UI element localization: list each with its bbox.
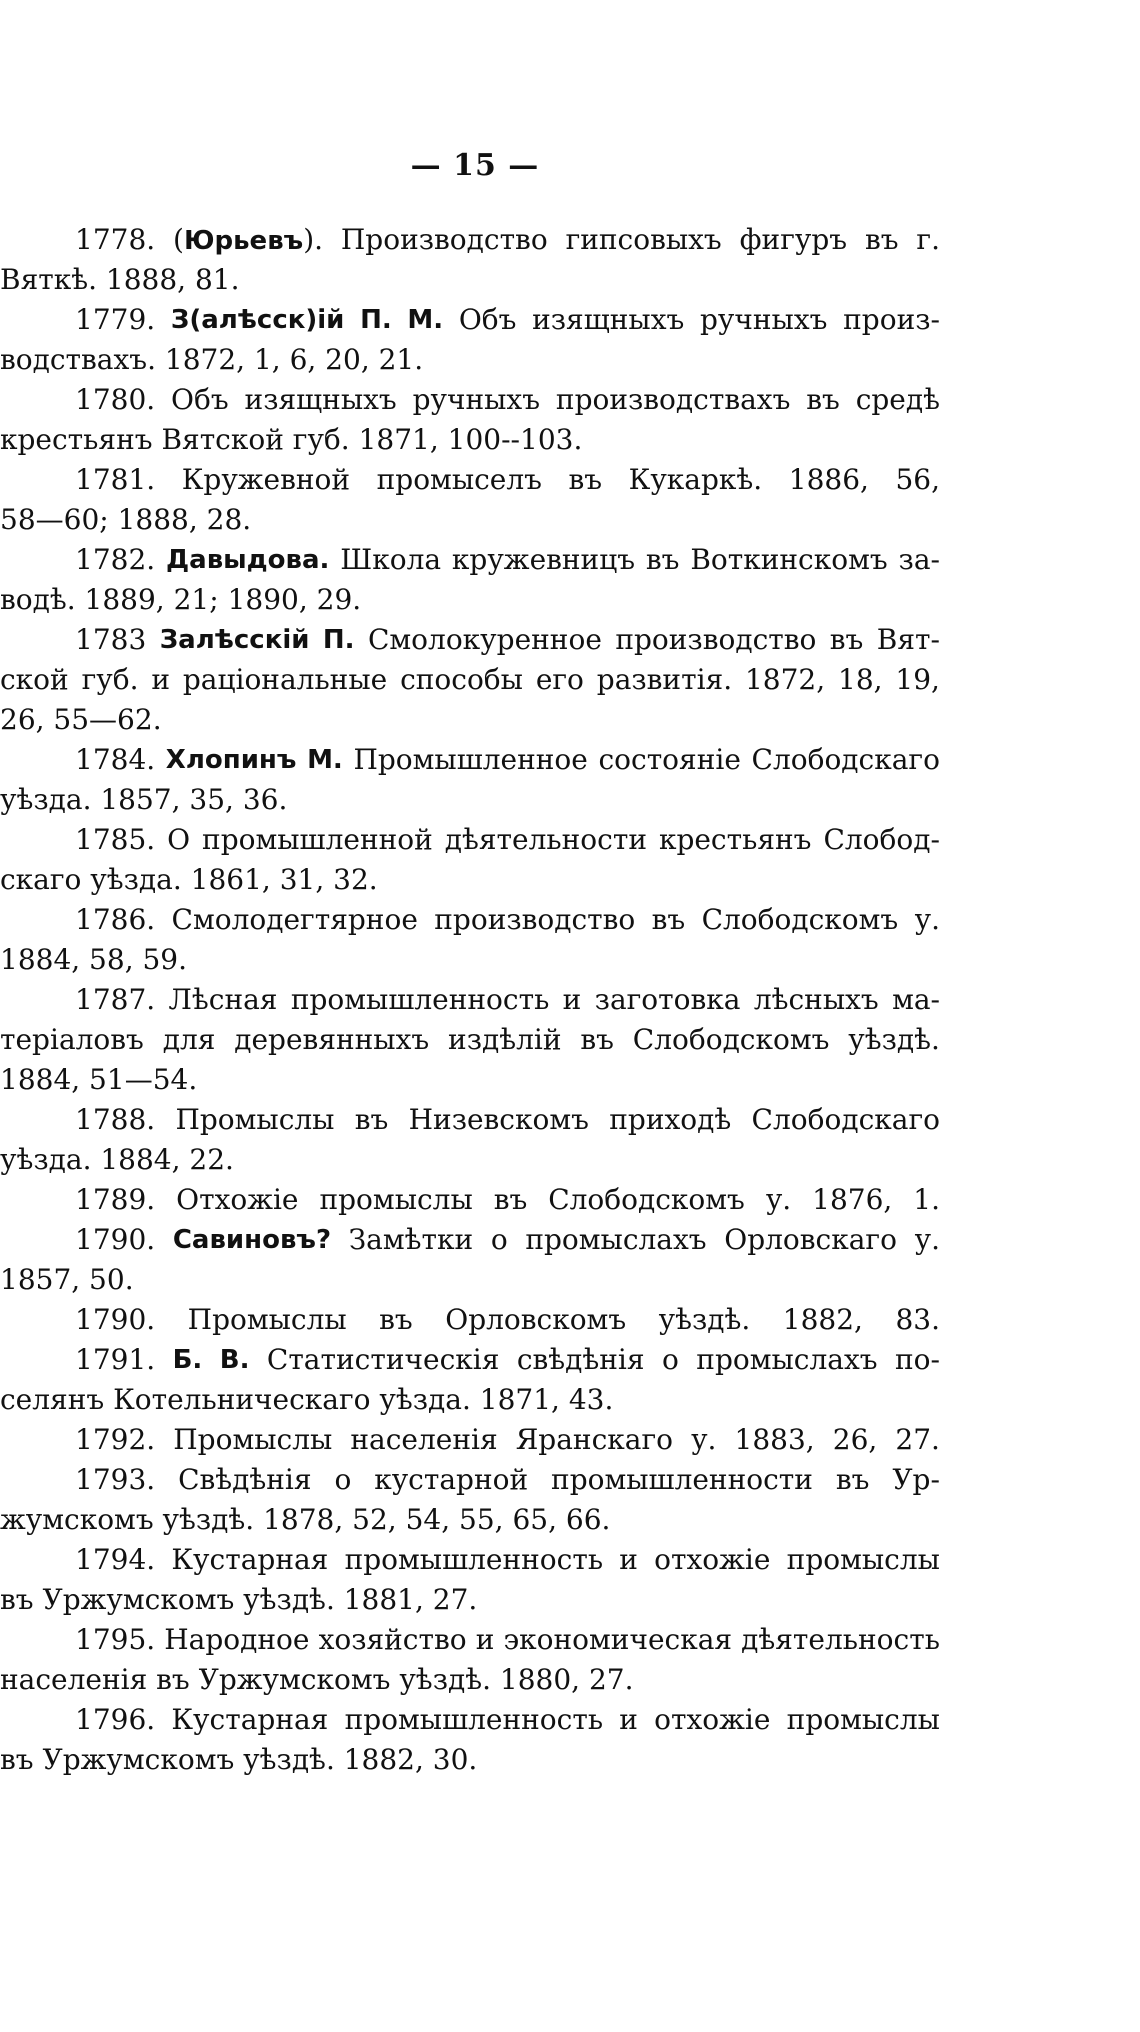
bibliography-entry <box>0 740 950 820</box>
entry-text: Замѣтки <box>348 1223 474 1256</box>
entry-text: Производство <box>340 223 548 256</box>
entry-author: Хлопинъ <box>165 745 297 775</box>
entry-text: въ <box>806 383 840 416</box>
entry-text: производство <box>615 623 817 656</box>
entry-author: Б. <box>172 1345 203 1375</box>
entry-continuation-line: водствахъ. 1872, 1, 6, 20, 21. <box>0 343 424 376</box>
entry-author: В. <box>219 1345 250 1375</box>
entry-text: Кружевной <box>181 463 351 496</box>
entry-continuation-line: скаго уѣзда. 1861, 31, 32. <box>0 863 378 896</box>
entry-text: по- <box>895 1343 940 1376</box>
entry-text: Лѣсная <box>168 983 278 1016</box>
entry-text: у. <box>691 1423 717 1456</box>
entry-author: З(алѣсск)ій <box>170 305 345 335</box>
entry-continuation-line <box>0 1020 950 1060</box>
entry-text: промышленность <box>290 983 550 1016</box>
entry-first-line <box>0 460 950 500</box>
bibliography-entry <box>0 1460 950 1540</box>
entry-first-line <box>0 540 950 580</box>
entry-first-line <box>0 620 950 660</box>
entry-text: крестьянъ <box>658 823 812 856</box>
entry-text: 1. <box>913 1183 940 1216</box>
entry-text: 1876, <box>812 1183 893 1216</box>
entry-text: 1781. <box>75 463 156 496</box>
bibliography-entry <box>0 540 950 620</box>
entry-continuation-line: 1884, 58, 59. <box>0 943 188 976</box>
entry-continuation-line: населенія въ Уржумскомъ уѣздѣ. 1880, 27. <box>0 1663 634 1696</box>
entry-text: Яранскаго <box>515 1423 673 1456</box>
bibliography-entry <box>0 980 950 1100</box>
entry-text: для <box>162 1023 216 1056</box>
entry-text: промыслы <box>786 1703 940 1736</box>
entry-first-line <box>0 380 950 420</box>
entry-continuation-line: водѣ. 1889, 21; 1890, 29. <box>0 583 362 616</box>
entry-text: 1872, <box>744 663 826 696</box>
entry-text: 1796. <box>75 1703 156 1736</box>
entry-text: губ. <box>81 663 139 696</box>
entry-text: и <box>619 1703 638 1736</box>
entry-text: промышленность <box>344 1543 604 1576</box>
entry-continuation-line: 58—60; 1888, 28. <box>0 503 252 536</box>
entry-text: Промыслы <box>173 1423 333 1456</box>
entry-first-line <box>0 1420 950 1460</box>
entry-text: производство <box>434 903 636 936</box>
entry-text: Воткинскомъ <box>690 543 888 576</box>
entry-first-line <box>0 1100 950 1140</box>
entry-text: промышленность <box>344 1703 604 1736</box>
entry-text: уѣздѣ. <box>848 1023 940 1056</box>
entry-text: 1778. <box>75 223 156 256</box>
entry-text: 83. <box>895 1303 940 1336</box>
bibliography-entry <box>0 220 950 300</box>
entry-author: Юрьевъ <box>183 226 304 256</box>
entry-text: 1883, <box>734 1423 815 1456</box>
entry-text: отхожіе <box>654 1703 771 1736</box>
entry-text: промыселъ <box>376 463 542 496</box>
entry-text: 1786. <box>75 903 156 936</box>
entry-text: промыслы <box>786 1543 940 1576</box>
entry-text: въ <box>493 1183 528 1216</box>
entry-text: ручныхъ <box>699 303 828 336</box>
entry-text: его <box>535 663 584 696</box>
entry-text: Объ <box>458 303 517 336</box>
entry-text: промышленной <box>202 823 433 856</box>
entry-text: у. <box>914 903 940 936</box>
entry-text: 1788. <box>75 1103 156 1136</box>
bibliography-entry <box>0 1540 950 1620</box>
bibliography-entry <box>0 1300 950 1340</box>
bibliography-entry <box>0 460 950 540</box>
entry-text: промыслахъ <box>525 1223 707 1256</box>
entry-text: 1886, <box>788 463 869 496</box>
entry-author: Залѣсскій <box>159 625 310 655</box>
entry-text: ма- <box>892 983 940 1016</box>
entry-continuation-line: уѣзда. 1884, 22. <box>0 1143 234 1176</box>
entry-text: Слободскомъ <box>632 1023 830 1056</box>
page-number: — 15 — <box>410 148 540 183</box>
entry-text: въ <box>829 623 864 656</box>
bibliography-entry <box>0 1340 950 1420</box>
entry-text: Народное <box>164 1623 310 1656</box>
entry-text: хозяйство <box>318 1623 467 1656</box>
entry-author: Савиновъ? <box>172 1225 332 1255</box>
entry-text: въ <box>835 1463 870 1496</box>
entry-text: Школа <box>340 543 442 576</box>
entry-continuation-line: въ Уржумскомъ уѣздѣ. 1882, 30. <box>0 1743 478 1776</box>
entry-text: Слободскомъ <box>548 1183 745 1216</box>
entry-text: 19, <box>895 663 940 696</box>
entry-text: издѣлій <box>448 1023 562 1056</box>
entry-text: и <box>619 1543 638 1576</box>
entry-first-line <box>0 1300 950 1340</box>
entry-text: дѣятельности <box>444 823 647 856</box>
entry-text: въ <box>864 223 899 256</box>
entry-continuation-line: селянъ Котельническаго уѣзда. 1871, 43. <box>0 1383 614 1416</box>
entry-first-line <box>0 740 950 780</box>
entry-text: состояніе <box>598 743 741 776</box>
entry-continuation-line: уѣзда. 1857, 35, 36. <box>0 783 288 816</box>
bibliography-entry <box>0 820 950 900</box>
entry-text: 1784. <box>75 743 156 776</box>
entry-text: Орловскомъ <box>445 1303 627 1336</box>
entry-text: производствахъ <box>555 383 791 416</box>
entry-text: 1787. <box>75 983 156 1016</box>
entry-text: кружевницъ <box>451 543 636 576</box>
entry-text: промышленности <box>551 1463 813 1496</box>
entry-text: Кукаркѣ. <box>628 463 763 496</box>
entry-author: М. <box>307 745 343 775</box>
entry-text: Отхожіе <box>176 1183 299 1216</box>
entry-text: 27. <box>895 1423 940 1456</box>
entry-first-line <box>0 1180 950 1220</box>
bibliography-list <box>0 220 950 1780</box>
entry-text: 1882, <box>782 1303 863 1336</box>
bibliography-entry <box>0 1700 950 1780</box>
entry-text: промыслахъ <box>696 1343 878 1376</box>
entry-text: уѣздѣ. <box>658 1303 751 1336</box>
entry-text: въ <box>354 1103 389 1136</box>
entry-text: и <box>151 663 170 696</box>
entry-text: о <box>662 1343 679 1376</box>
entry-text: заготовка <box>594 983 741 1016</box>
entry-text: раціональные <box>182 663 388 696</box>
entry-text: гипсовыхъ <box>565 223 722 256</box>
entry-author: П. <box>322 625 355 655</box>
entry-text: въ <box>580 1023 614 1056</box>
entry-text: Орловскаго <box>724 1223 897 1256</box>
bibliography-entry <box>0 900 950 980</box>
entry-text: 1780. <box>75 383 156 416</box>
entry-text: развитія. <box>596 663 733 696</box>
entry-text: деревянныхъ <box>234 1023 430 1056</box>
entry-continuation-line: 1884, 51—54. <box>0 1063 198 1096</box>
entry-text: изящныхъ <box>532 303 685 336</box>
entry-text: Слободскаго <box>751 743 940 776</box>
entry-first-line <box>0 900 950 940</box>
entry-text: отхожіе <box>654 1543 771 1576</box>
entry-first-line <box>0 1220 950 1260</box>
entry-text: ручныхъ <box>412 383 541 416</box>
entry-continuation-line <box>0 660 950 700</box>
entry-text: средѣ <box>855 383 940 416</box>
entry-text: ской <box>0 663 69 696</box>
entry-text: 1791. <box>75 1343 156 1376</box>
entry-text: теріаловъ <box>0 1023 144 1056</box>
entry-first-line <box>0 980 950 1020</box>
entry-text: экономическая <box>503 1623 733 1656</box>
entry-continuation-line: 1857, 50. <box>0 1263 134 1296</box>
entry-continuation-line: Вяткѣ. 1888, 81. <box>0 263 240 296</box>
entry-text: въ <box>651 903 686 936</box>
entry-text: промыслы <box>319 1183 473 1216</box>
bibliography-entry <box>0 1180 950 1220</box>
entry-text: кустарной <box>374 1463 529 1496</box>
entry-text: Статистическія <box>266 1343 500 1376</box>
entry-text: Промыслы <box>187 1303 347 1336</box>
entry-text: Смолодегтярное <box>171 903 418 936</box>
entry-text: способы <box>400 663 523 696</box>
entry-first-line <box>0 220 950 260</box>
entry-first-line <box>0 1460 950 1500</box>
entry-text: 1790. <box>75 1223 156 1256</box>
entry-text: и <box>475 1623 495 1656</box>
entry-text: 1793. <box>75 1463 156 1496</box>
entry-text: произ- <box>843 303 940 336</box>
bibliography-entry <box>0 1420 950 1460</box>
entry-text: свѣдѣнія <box>516 1343 645 1376</box>
entry-continuation-line: 26, 55—62. <box>0 703 162 736</box>
entry-continuation-line: жумскомъ уѣздѣ. 1878, 52, 54, 55, 65, 66. <box>0 1503 611 1536</box>
entry-first-line <box>0 820 950 860</box>
bibliography-entry <box>0 300 950 380</box>
entry-text: Слободскаго <box>751 1103 940 1136</box>
entry-text: въ <box>645 543 680 576</box>
entry-text: въ <box>568 463 603 496</box>
entry-text: изящныхъ <box>244 383 397 416</box>
entry-author: М. <box>407 305 444 335</box>
entry-text: о <box>334 1463 352 1496</box>
entry-text: Объ <box>171 383 229 416</box>
entry-continuation-line: крестьянъ Вятской губ. 1871, 100--103. <box>0 423 583 456</box>
entry-text: у. <box>765 1183 792 1216</box>
entry-text: (Юрьевъ). <box>173 223 324 256</box>
entry-text: Промышленное <box>353 743 588 776</box>
bibliography-entry <box>0 1100 950 1180</box>
entry-first-line <box>0 1700 950 1740</box>
entry-text: 1785. <box>75 823 156 856</box>
entry-text: Промыслы <box>175 1103 335 1136</box>
entry-first-line <box>0 1620 950 1660</box>
entry-text: приходѣ <box>609 1103 732 1136</box>
bibliography-entry <box>0 1220 950 1300</box>
entry-text: 1792. <box>75 1423 156 1456</box>
bibliography-entry <box>0 620 950 740</box>
entry-text: О <box>167 823 191 856</box>
bibliography-entry <box>0 1620 950 1700</box>
entry-continuation-line: въ Уржумскомъ уѣздѣ. 1881, 27. <box>0 1583 478 1616</box>
entry-text: Свѣдѣнія <box>178 1463 312 1496</box>
entry-text: г. <box>916 223 940 256</box>
entry-text: 1789. <box>75 1183 156 1216</box>
entry-text: Низевскомъ <box>408 1103 589 1136</box>
entry-text: Смолокуренное <box>367 623 602 656</box>
entry-text: 1783 <box>75 623 147 656</box>
entry-text: Кустарная <box>171 1703 329 1736</box>
entry-text: 1782. <box>75 543 156 576</box>
entry-text: лѣсныхъ <box>753 983 879 1016</box>
entry-text: дѣятельность <box>741 1623 940 1656</box>
entry-first-line <box>0 1340 950 1380</box>
entry-text: за- <box>898 543 940 576</box>
entry-text: Ур- <box>892 1463 940 1496</box>
entry-author: Давыдова. <box>166 545 330 575</box>
entry-text: Кустарная <box>171 1543 329 1576</box>
entry-text: Вят- <box>876 623 940 656</box>
entry-text: 18, <box>838 663 883 696</box>
entry-text: фигуръ <box>739 223 848 256</box>
entry-text: 1779. <box>75 303 156 336</box>
entry-text: 1795. <box>75 1623 156 1656</box>
entry-text: 1794. <box>75 1543 156 1576</box>
entry-text: и <box>562 983 582 1016</box>
entry-author: П. <box>360 305 392 335</box>
entry-text: о <box>490 1223 508 1256</box>
entry-first-line <box>0 300 950 340</box>
entry-first-line <box>0 1540 950 1580</box>
entry-text: 1790. <box>75 1303 156 1336</box>
entry-text: 56, <box>895 463 940 496</box>
entry-text: 26, <box>832 1423 878 1456</box>
entry-text: у. <box>914 1223 940 1256</box>
entry-text: населенія <box>350 1423 498 1456</box>
entry-text: въ <box>379 1303 413 1336</box>
entry-text: Слобод- <box>823 823 940 856</box>
entry-text: Слободскомъ <box>701 903 899 936</box>
bibliography-entry <box>0 380 950 460</box>
